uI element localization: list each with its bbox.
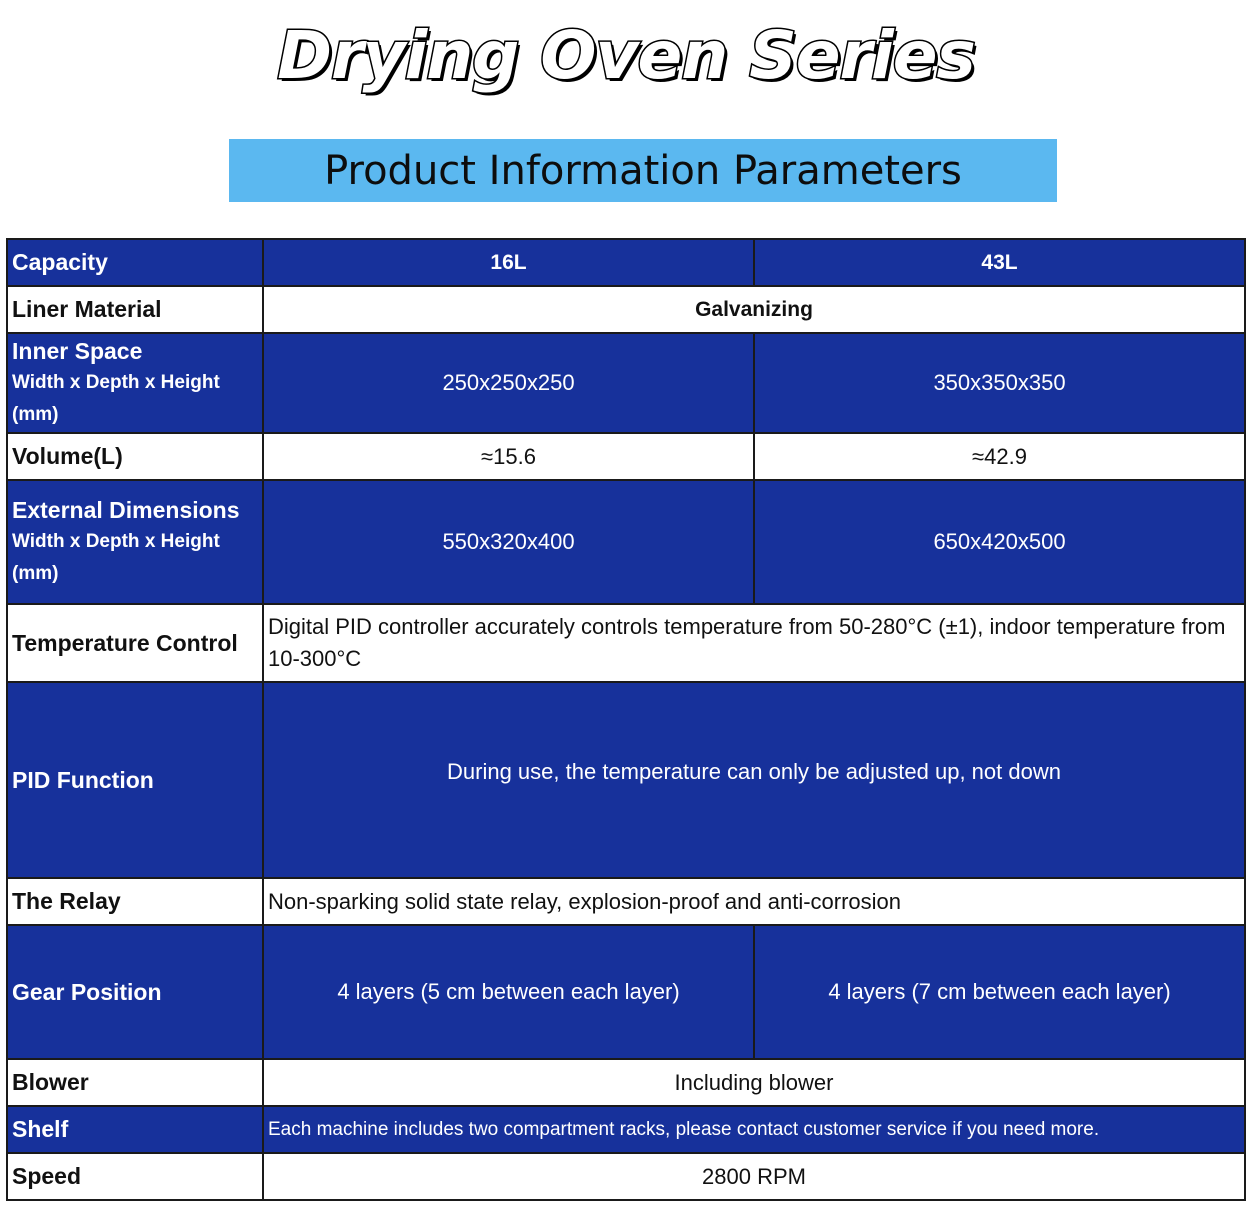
cell-blower-value: Including blower [263,1059,1245,1106]
table-row-speed [7,1153,1245,1200]
table-row-gear [7,925,1245,1059]
inner-space-sub2: (mm) [12,404,59,425]
cell-speed-value: 2800 RPM [263,1153,1245,1200]
cell-volume-16l: ≈15.6 [263,433,754,480]
external-sub2: (mm) [12,563,59,584]
section-banner: Product Information Parameters [229,139,1057,202]
table-row-blower [7,1059,1245,1106]
cell-liner-value: Galvanizing [263,286,1245,333]
cell-capacity-43l: 43L [754,239,1245,286]
row-label-relay: The Relay [7,878,263,925]
row-label-speed: Speed [7,1153,263,1200]
page-title [0,0,1252,110]
row-label-capacity: Capacity [7,239,263,286]
row-label-temperature: Temperature Control [7,604,263,682]
cell-capacity-16l: 16L [263,239,754,286]
row-label-liner: Liner Material [7,286,263,333]
spec-table [6,238,1246,1201]
cell-external-16l: 550x320x400 [263,480,754,604]
inner-space-sub1: Width x Depth x Height [12,372,220,393]
table-row-shelf [7,1106,1245,1153]
cell-inner-43l: 350x350x350 [754,333,1245,433]
cell-gear-43l: 4 layers (7 cm between each layer) [754,925,1245,1059]
table-row-external [7,480,1245,604]
cell-volume-43l: ≈42.9 [754,433,1245,480]
row-label-shelf: Shelf [7,1106,263,1153]
cell-relay-value: Non-sparking solid state relay, explosion-proof and anti-corrosion [263,878,1245,925]
table-row-temperature [7,604,1245,682]
table-row-liner [7,286,1245,333]
row-label-pid: PID Function [7,682,263,878]
cell-external-43l: 650x420x500 [754,480,1245,604]
cell-temperature-value: Digital PID controller accurately controls temperature from 50-280°C (±1), indoor temperature from 10-300°C [263,604,1245,682]
table-row-inner-space [7,333,1245,433]
row-label-gear: Gear Position [7,925,263,1059]
cell-gear-16l: 4 layers (5 cm between each layer) [263,925,754,1059]
row-label-external [7,480,263,604]
row-label-volume: Volume(L) [7,433,263,480]
row-label-inner-space [7,333,263,433]
inner-space-title: Inner Space [12,338,143,364]
external-sub1: Width x Depth x Height [12,531,220,552]
table-row-capacity [7,239,1245,286]
table-row-pid [7,682,1245,878]
cell-inner-16l: 250x250x250 [263,333,754,433]
table-row-volume [7,433,1245,480]
table-row-relay [7,878,1245,925]
cell-pid-value: During use, the temperature can only be adjusted up, not down [263,682,1245,878]
cell-shelf-value: Each machine includes two compartment racks, please contact customer service if you need more. [263,1106,1245,1153]
title-text: Drying Oven Series [277,16,975,94]
external-title: External Dimensions [12,497,240,523]
row-label-blower: Blower [7,1059,263,1106]
